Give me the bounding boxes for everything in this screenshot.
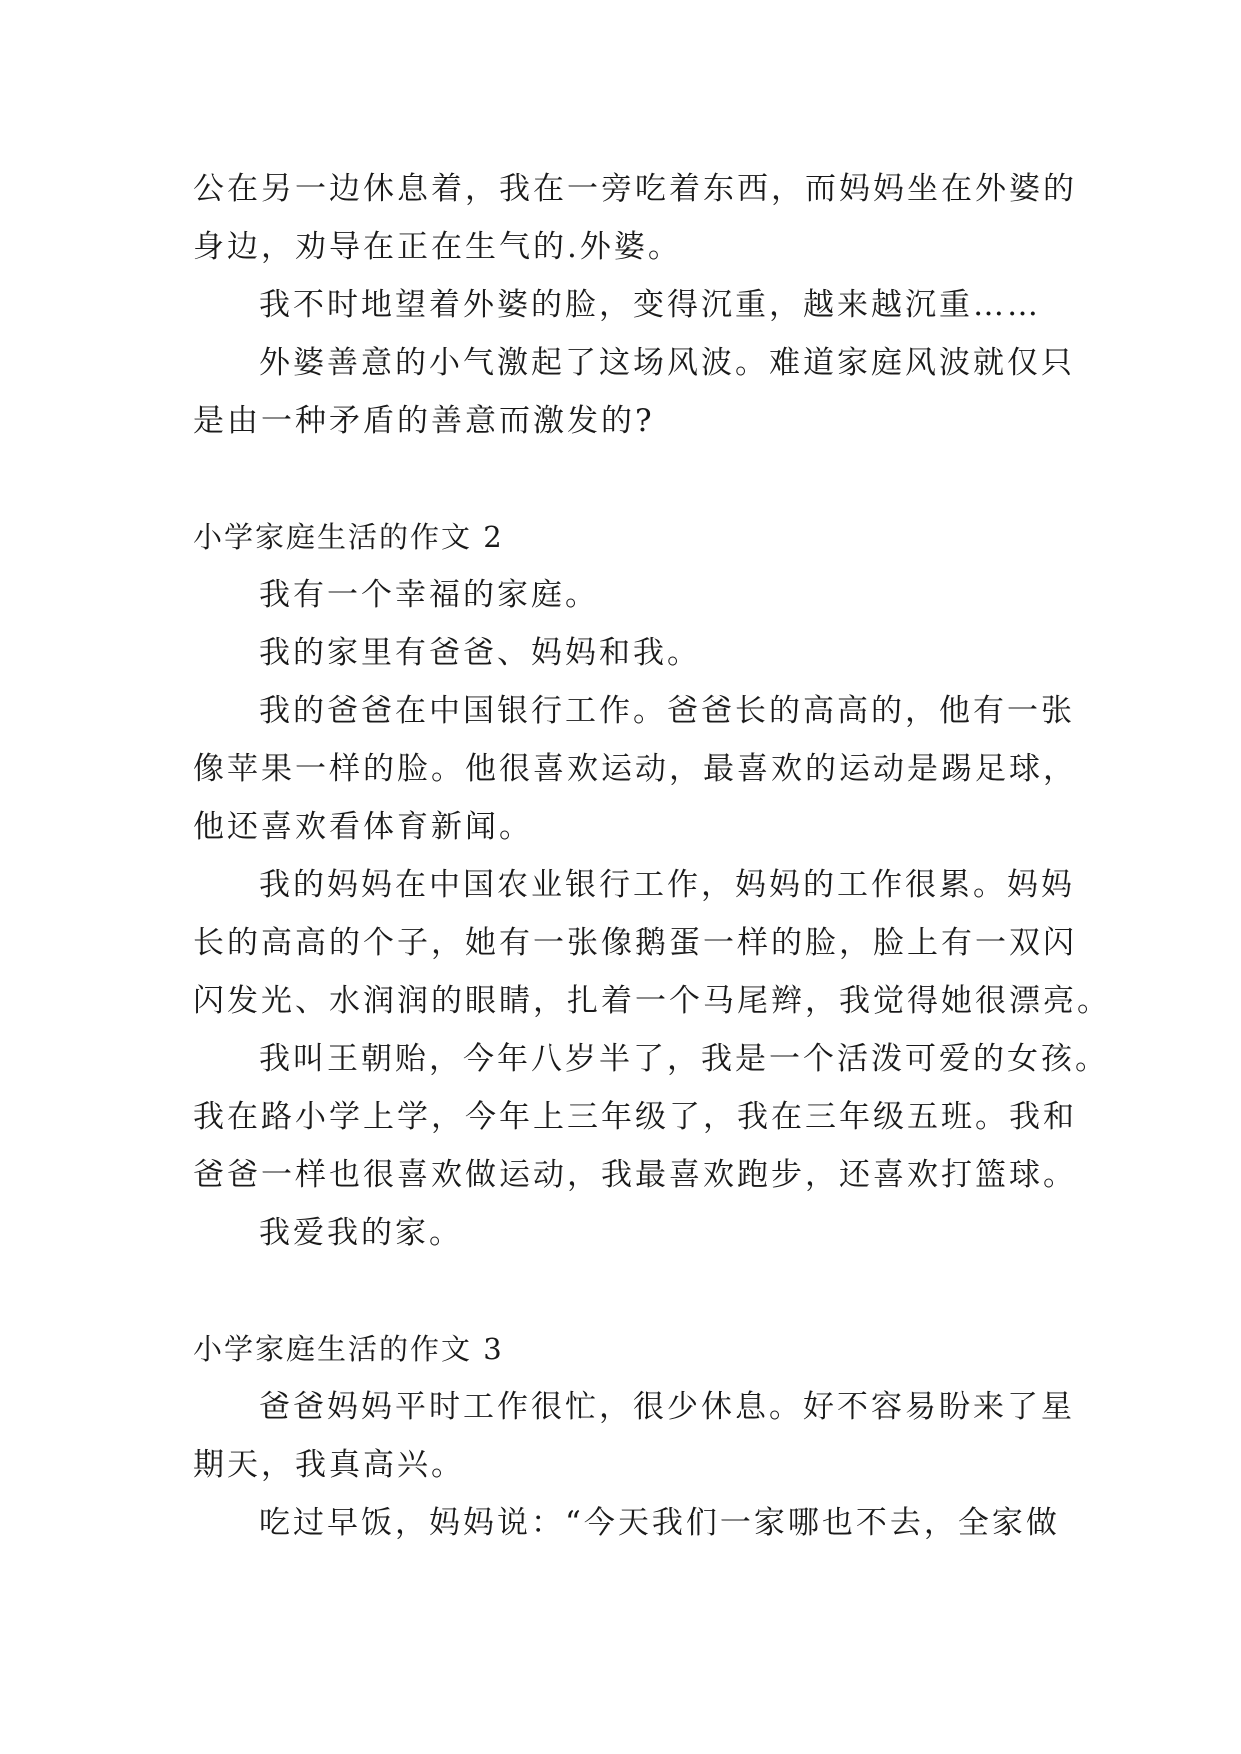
text-line: 外婆善意的小气激起了这场风波。难道家庭风波就仅只 [259, 345, 1075, 381]
document-page [193, 160, 1111, 1552]
text-line: 长的高高的个子，她有一张像鹅蛋一样的脸，脸上有一双闪 [193, 925, 1077, 961]
text-line: 我不时地望着外婆的脸，变得沉重，越来越沉重…… [259, 287, 1041, 323]
section-title: 小学家庭生活的作文 3 [193, 1332, 504, 1366]
section-gap [193, 450, 1073, 508]
text-line: 闪发光、水润润的眼睛，扎着一个马尾辫，我觉得她很漂亮。 [193, 983, 1111, 1019]
text-line: 我的妈妈在中国农业银行工作，妈妈的工作很累。妈妈 [259, 867, 1075, 903]
text-line: 我叫王朝贻，今年八岁半了，我是一个活泼可爱的女孩。 [259, 1041, 1109, 1077]
text-line: 是由一种矛盾的善意而激发的? [193, 403, 655, 439]
text-line: 我的家里有爸爸、妈妈和我。 [259, 635, 701, 671]
text-line: 公在另一边休息着，我在一旁吃着东西，而妈妈坐在外婆的 [193, 171, 1077, 207]
text-line: 我爱我的家。 [259, 1215, 463, 1251]
text-line: 我的爸爸在中国银行工作。爸爸长的高高的，他有一张 [259, 693, 1075, 729]
section-gap [193, 1262, 1073, 1320]
text-line: 像苹果一样的脸。他很喜欢运动，最喜欢的运动是踢足球， [193, 751, 1077, 787]
text-line: 我在路小学上学，今年上三年级了，我在三年级五班。我和 [193, 1099, 1077, 1135]
text-line: 爸爸妈妈平时工作很忙，很少休息。好不容易盼来了星 [259, 1389, 1075, 1425]
text-line: 爸爸一样也很喜欢做运动，我最喜欢跑步，还喜欢打篮球。 [193, 1157, 1077, 1193]
section-title: 小学家庭生活的作文 2 [193, 520, 504, 554]
text-line: 期天，我真高兴。 [193, 1447, 465, 1483]
text-line: 他还喜欢看体育新闻。 [193, 809, 533, 845]
text-line: 我有一个幸福的家庭。 [259, 577, 599, 613]
text-line: 吃过早饭，妈妈说：“今天我们一家哪也不去，全家做 [259, 1505, 1060, 1541]
text-line: 身边，劝导在正在生气的.外婆。 [193, 229, 682, 265]
